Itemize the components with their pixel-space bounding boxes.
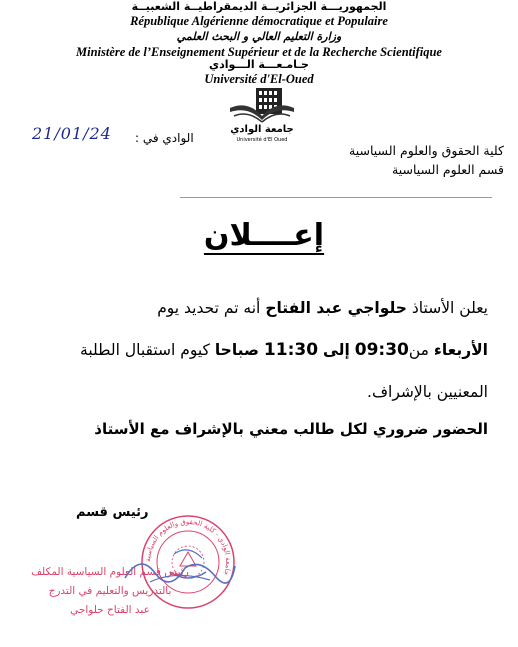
announcement-line-4: الحضور ضروري لكل طالب معني بالإشراف مع الأستاذ	[94, 420, 488, 438]
time-from: 09:30	[354, 340, 409, 360]
day-name: الأربعاء	[433, 341, 488, 359]
logo-text-fr: Université d'El Oued	[236, 137, 288, 143]
teacher-name: حلواجي عبد الفتاح	[265, 299, 407, 317]
from-word: من	[408, 341, 429, 359]
republic-ar: الجمهوريـــة الجزائريــة الديمقراطيــة الشعبيــة	[131, 0, 387, 13]
announcement-title	[188, 218, 340, 253]
logo-text-ar: جامعة الوادي	[230, 124, 294, 135]
announcement-line-1	[30, 297, 488, 319]
department-name: قسم العلوم السياسية	[392, 162, 504, 177]
header-divider	[180, 197, 492, 198]
signature-title: رئيس قسم	[76, 505, 149, 520]
university-logo	[226, 86, 298, 146]
stamp-line-2: بالتدريس والتعليم في التدرج	[48, 585, 172, 597]
handwritten-date: 21/01/24	[32, 124, 112, 143]
stamp-line-3: عبد الفتاح حلواجي	[70, 604, 150, 616]
line1-prefix: يعلن الأستاذ	[411, 299, 488, 317]
to-word: إلى	[322, 341, 350, 359]
ministry-ar: وزارة التعليم العالي و البحث العلمي	[176, 30, 342, 43]
announcement-title-text: إعــــلان	[203, 218, 325, 253]
ministry-fr: Ministère de l’Enseignement Supérieur et de la Recherche Scientifique	[76, 45, 442, 59]
stamp-ring-text: جامعة الوادي - كلية الحقوق والعلوم السياسية	[143, 517, 233, 577]
line1-suffix: أنه تم تحديد يوم	[157, 299, 261, 317]
faculty-name: كلية الحقوق والعلوم السياسية	[349, 143, 504, 158]
university-ar: جـامـعـــة الـــوادي	[209, 58, 309, 71]
republic-fr: République Algérienne démocratique et Populaire	[130, 14, 388, 28]
morning-word: صباحا	[214, 341, 259, 359]
announcement-line-3: المعنيين بالإشراف.	[367, 383, 488, 401]
handwritten-signature	[120, 548, 240, 588]
place-date-label: الوادي في :	[135, 131, 194, 145]
line2-suffix: كيوم استقبال الطلبة	[80, 341, 210, 359]
university-fr: Université d'El-Oued	[204, 72, 314, 86]
stamp-line-1: رئيس قسم العلوم السياسية المكلف	[31, 566, 189, 578]
time-to: 11:30	[263, 340, 319, 360]
announcement-line-2	[30, 339, 488, 361]
